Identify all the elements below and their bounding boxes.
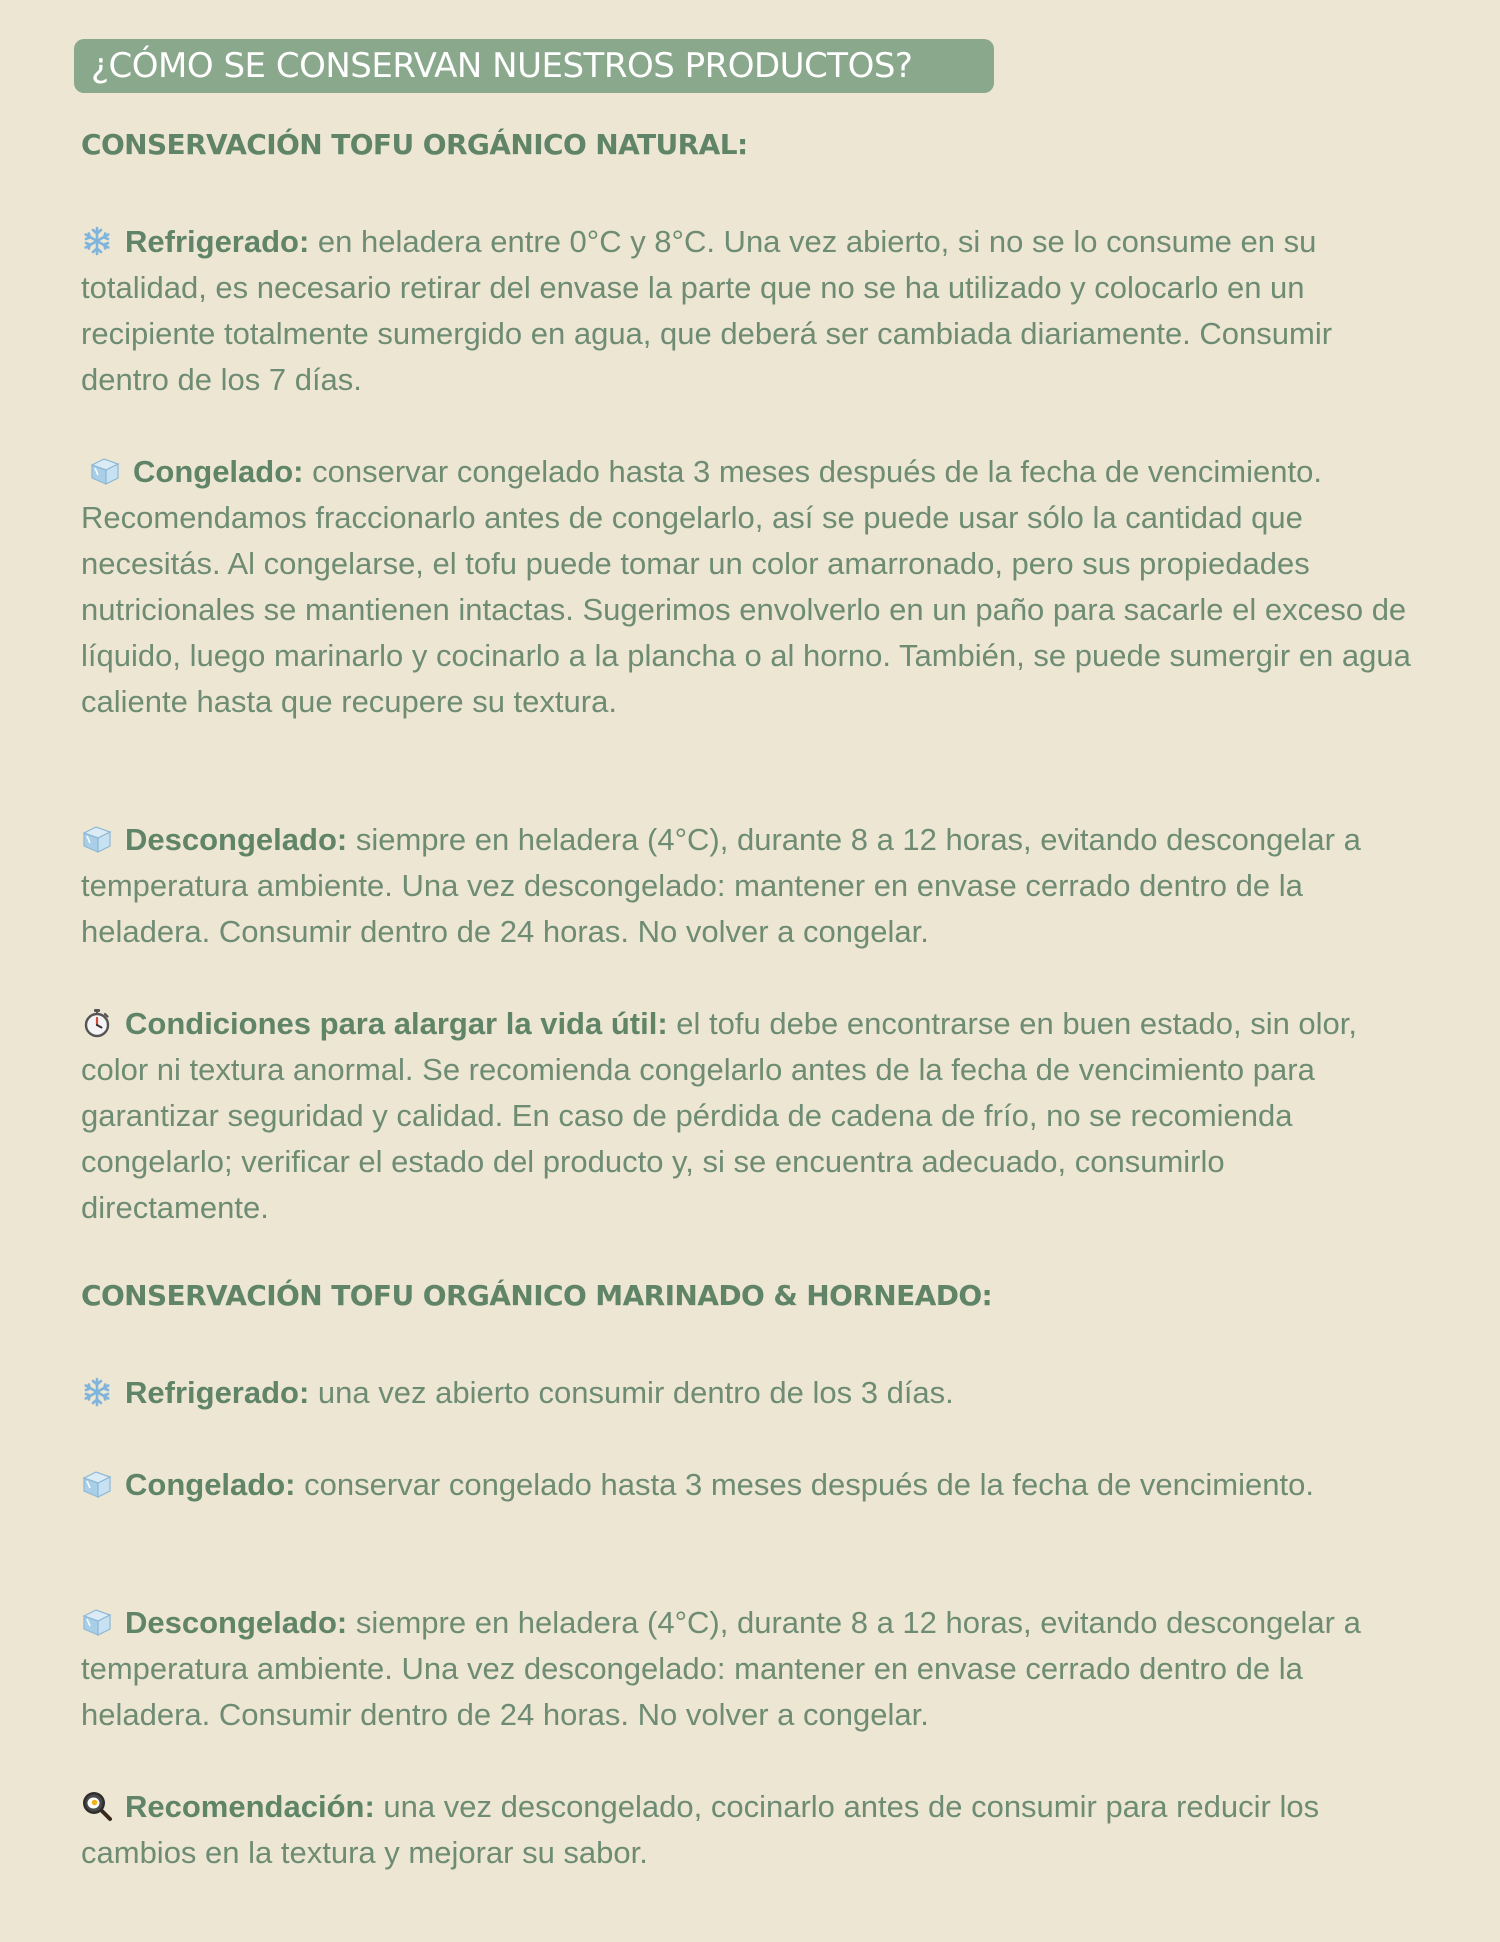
paragraph-natural-condiciones xyxy=(81,1001,1421,1231)
item-text: en heladera entre 0°C y 8°C. Una vez abierto, si no se lo consume en su totalidad, es necesario retirar del envase la parte que no se ha utilizado y colocarlo en un recipiente totalmente sumergido en agua, que deberá ser cambiada diariamente. Consumir dentro de los 7 días. xyxy=(81,224,1333,397)
item-label: Refrigerado: xyxy=(125,1375,310,1410)
paragraph-natural-refrigerado xyxy=(81,219,1421,403)
item-label: Descongelado: xyxy=(125,822,348,857)
item-label: Congelado: xyxy=(133,454,304,489)
snowflake-icon xyxy=(81,225,113,257)
paragraph-natural-descongelado xyxy=(81,817,1421,955)
item-label: Condiciones para alargar la vida útil: xyxy=(125,1006,668,1041)
item-text: una vez abierto consumir dentro de los 3 días. xyxy=(309,1375,954,1410)
item-label: Refrigerado: xyxy=(125,224,310,259)
paragraph-marinado-congelado xyxy=(81,1462,1421,1508)
paragraph-marinado-refrigerado xyxy=(81,1370,1421,1416)
item-text: el tofu debe encontrarse en buen estado, sin olor, color ni textura anormal. Se recomienda congelarlo antes de la fecha de vencimiento para garantizar seguridad y calidad. En caso de pérdida de cadena de frío, no se recomienda congelarlo; verificar el estado del producto y, si se encuentra adecuado, consumirlo directamente. xyxy=(81,1006,1358,1225)
item-text: conservar congelado hasta 3 meses después de la fecha de vencimiento. Recomendamos fraccionarlo antes de congelarlo, así se puede usar sólo la cantidad que necesitás. Al congelarse, el tofu puede tomar un color amarronado, pero sus propiedades nutricionales se mantienen intactas. Sugerimos envolverlo en un paño para sacarle el exceso de líquido, luego marinarlo y cocinarlo a la plancha o al horno. También, se puede sumergir en agua caliente hasta que recupere su textura. xyxy=(81,454,1411,719)
ice-cube-icon xyxy=(81,823,113,855)
ice-cube-icon xyxy=(81,1606,113,1638)
snowflake-icon xyxy=(81,1376,113,1408)
paragraph-marinado-recomendacion xyxy=(81,1784,1421,1876)
frying-pan-icon xyxy=(81,1790,113,1822)
section-heading-natural: CONSERVACIÓN TOFU ORGÁNICO NATURAL: xyxy=(81,128,748,161)
item-text: una vez descongelado, cocinarlo antes de consumir para reducir los cambios en la textura y mejorar su sabor. xyxy=(81,1789,1320,1870)
item-label: Recomendación: xyxy=(125,1789,375,1824)
item-text: siempre en heladera (4°C), durante 8 a 12 horas, evitando descongelar a temperatura ambiente. Una vez descongelado: mantener en envase cerrado dentro de la heladera. Consumir dentro de 24 horas. No volver a congelar. xyxy=(81,822,1361,949)
section-heading-marinado: CONSERVACIÓN TOFU ORGÁNICO MARINADO & HORNEADO: xyxy=(81,1279,993,1312)
ice-cube-icon xyxy=(89,455,121,487)
item-label: Descongelado: xyxy=(125,1605,348,1640)
item-text: siempre en heladera (4°C), durante 8 a 12 horas, evitando descongelar a temperatura ambiente. Una vez descongelado: mantener en envase cerrado dentro de la heladera. Consumir dentro de 24 horas. No volver a congelar. xyxy=(81,1605,1361,1732)
page-title: ¿CÓMO SE CONSERVAN NUESTROS PRODUCTOS? xyxy=(74,39,994,93)
paragraph-marinado-descongelado xyxy=(81,1600,1421,1738)
ice-cube-icon xyxy=(81,1468,113,1500)
item-label: Congelado: xyxy=(125,1467,296,1502)
stopwatch-icon xyxy=(81,1007,113,1039)
item-text: conservar congelado hasta 3 meses después de la fecha de vencimiento. xyxy=(295,1467,1314,1502)
paragraph-natural-congelado xyxy=(81,449,1421,725)
